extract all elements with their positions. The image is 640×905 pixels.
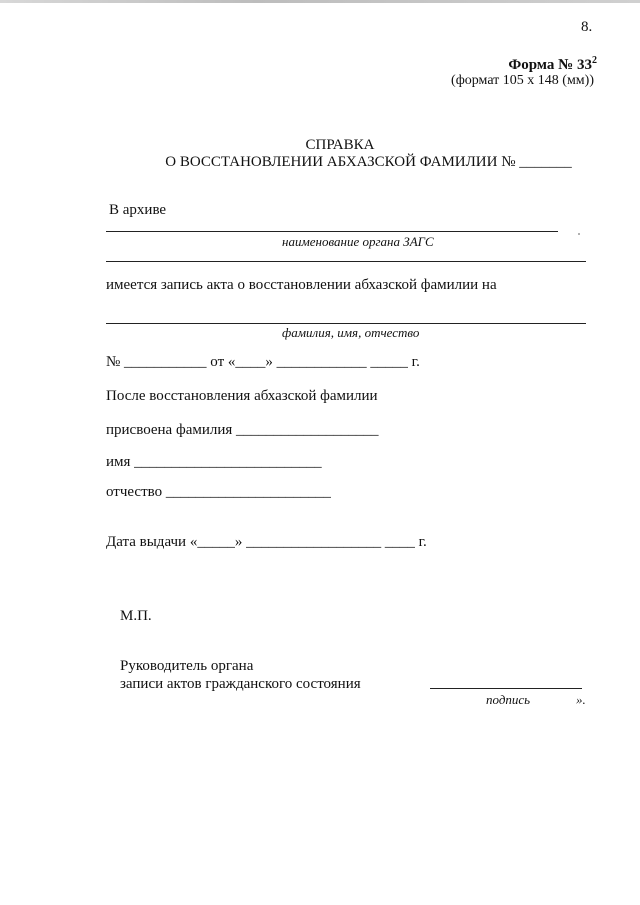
record-number-line: № ___________ от «____» ____________ _____ г. xyxy=(106,354,420,370)
archive-line xyxy=(106,231,558,232)
person-caption: фамилия, имя, отчество xyxy=(282,325,420,340)
closing-quote: ». xyxy=(576,692,586,707)
scan-speck xyxy=(578,233,580,235)
signatory-title: Руководитель органа xyxy=(120,658,254,674)
scan-top-edge xyxy=(0,0,640,3)
document-title: СПРАВКА xyxy=(305,137,375,153)
archive-line-2 xyxy=(106,261,586,262)
form-superscript: 2 xyxy=(592,55,597,66)
issue-date-line: Дата выдачи «_____» __________________ ____ г. xyxy=(106,534,427,550)
stamp-place: М.П. xyxy=(120,608,152,624)
archive-caption: наименование органа ЗАГС xyxy=(282,234,434,249)
form-format: (формат 105 х 148 (мм)) xyxy=(451,73,594,88)
signature-line xyxy=(430,688,582,689)
person-line xyxy=(106,323,586,324)
signatory-title-2: записи актов гражданского состояния xyxy=(120,676,361,692)
page-number: 8. xyxy=(581,19,593,35)
after-restore-text: После восстановления абхазской фамилии xyxy=(106,388,378,404)
patronymic-field: отчество ______________________ xyxy=(106,484,331,500)
archive-label: В архиве xyxy=(109,202,167,218)
signature-caption: подпись xyxy=(486,692,531,707)
assigned-surname-field: присвоена фамилия ___________________ xyxy=(106,422,379,438)
name-field: имя _________________________ xyxy=(106,454,322,470)
document-subtitle: О ВОССТАНОВЛЕНИИ АБХАЗСКОЙ ФАМИЛИИ № _______ xyxy=(165,154,572,170)
form-number xyxy=(508,57,597,74)
form-label: Форма № 33 xyxy=(508,57,592,73)
record-text: имеется запись акта о восстановлении абхазской фамилии на xyxy=(106,277,497,293)
